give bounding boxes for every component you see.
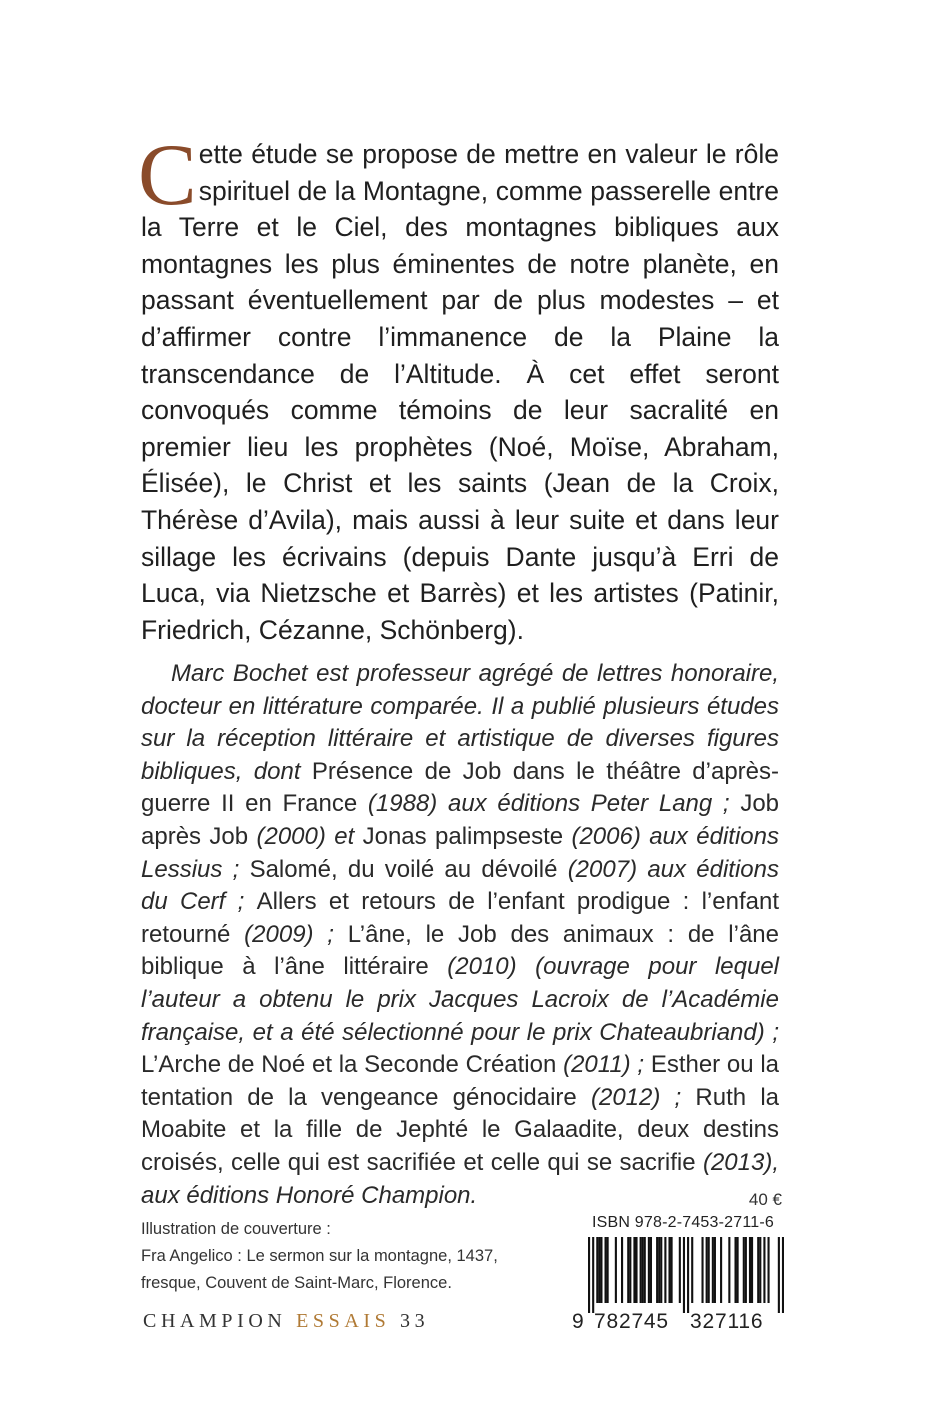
barcode-bar xyxy=(668,1237,670,1303)
barcode-bar xyxy=(650,1237,652,1303)
barcode-bar xyxy=(763,1237,765,1303)
barcode-bar xyxy=(706,1237,708,1303)
isbn-barcode xyxy=(588,1237,784,1313)
barcode-bar xyxy=(743,1237,745,1303)
barcode-bar xyxy=(605,1237,607,1303)
barcode-bar xyxy=(656,1237,658,1303)
barcode-bar xyxy=(767,1237,769,1303)
barcode-bar xyxy=(648,1237,650,1303)
price-label: 40 € xyxy=(748,1190,782,1209)
barcode-bar xyxy=(683,1237,685,1313)
book-title: Esther ou la tentation de la vengeance génocidaire xyxy=(141,1051,780,1111)
book-title: Allers et retours de l’enfant prodigue : l’enfant retourné xyxy=(141,888,779,948)
barcode-bar xyxy=(745,1237,747,1303)
bio-text: (2006) aux éditions Lessius ; xyxy=(141,822,779,883)
blurb-text: ette étude se propose de mettre en valeur le rôle spirituel de la Montagne, comme passerelle entre la Terre et le Ciel, des montagnes bibliques aux montagnes les plus éminentes de notre planète, en passant éventuellement par de plus modestes – et d’affirmer contre l’immanence de la Plaine la transcendance de l’Altitude. À cet effet seront convoqués comme témoins de leur sacralité en premier lieu les prophètes (Noé, Moïse, Abraham, Élisée), le Christ et les saints (Jean de la Croix, Thérèse d’Avila), mais aussi à leur suite et dans leur sillage les écrivains (depuis Dante jusqu’à Erri de Luca, via Nietzsche et Barrès) et les artistes (Patinir, Friedrich, Cézanne, Schönberg). xyxy=(141,139,779,645)
barcode-bar xyxy=(607,1237,609,1303)
bio-text: (2010) (ouvrage pour lequel l’auteur a obtenu le prix Jacques Lacroix de l’Académie française, et a été sélectionné pour le prix Chateaubriand) ; xyxy=(141,953,779,1046)
bio-text: (2000) et xyxy=(248,822,363,850)
barcode-bar xyxy=(658,1237,660,1303)
barcode-bar xyxy=(691,1237,693,1303)
barcode-bar xyxy=(633,1237,635,1303)
credit-line: Fra Angelico : Le sermon sur la montagne, 1437, xyxy=(141,1247,498,1265)
isbn-label: ISBN 978-2-7453-2711-6 xyxy=(592,1214,774,1231)
book-title: L’âne, le Job des animaux : de l’âne biblique à l’âne littéraire xyxy=(141,920,779,981)
barcode-bar xyxy=(712,1237,714,1303)
bio-text: (2011) ; xyxy=(556,1051,651,1079)
barcode-bar xyxy=(598,1237,600,1303)
barcode-left-digits: 782745 xyxy=(594,1310,669,1333)
series-publisher: CHAMPION xyxy=(143,1310,287,1332)
book-title: Ruth la Moabite et la fille de Jephté le Galaadite, deux destins croisés, celle qui est sacrifiée et celle qui se sacrifie xyxy=(141,1083,779,1176)
barcode-bar xyxy=(629,1237,631,1303)
series-number: 33 xyxy=(400,1310,430,1332)
barcode-bar xyxy=(701,1237,703,1303)
series-name xyxy=(143,1310,429,1333)
barcode-bar xyxy=(600,1237,602,1303)
barcode-first-digit: 9 xyxy=(572,1310,584,1333)
barcode-bar xyxy=(728,1237,730,1303)
barcode-bar xyxy=(660,1237,662,1303)
credit-line: Illustration de couverture : xyxy=(141,1220,331,1238)
book-title: Job après Job xyxy=(141,790,780,850)
barcode-bar xyxy=(782,1237,784,1313)
drop-cap: C xyxy=(138,127,197,224)
blurb-paragraph xyxy=(138,127,779,648)
barcode-bar xyxy=(751,1237,753,1303)
barcode-bar xyxy=(734,1237,736,1303)
barcode-bar xyxy=(627,1237,629,1303)
book-title: L’Arche de Noé et la Seconde Création xyxy=(141,1051,557,1079)
barcode-right-digits: 327116 xyxy=(690,1310,764,1333)
barcode-bar xyxy=(778,1237,780,1313)
book-title: Présence de Job dans le théâtre d’après-guerre II en France xyxy=(141,757,780,818)
barcode-bar xyxy=(588,1237,590,1313)
barcode-bar xyxy=(621,1237,623,1303)
barcode-bar xyxy=(720,1237,722,1303)
barcode-bar xyxy=(664,1237,666,1303)
credit-line: fresque, Couvent de Saint-Marc, Florence. xyxy=(141,1274,452,1292)
barcode-bar xyxy=(615,1237,617,1303)
author-bio xyxy=(141,658,779,1212)
book-title: Jonas palimpseste xyxy=(362,822,564,850)
cover-credit xyxy=(141,1216,561,1297)
barcode-bar xyxy=(679,1237,681,1303)
barcode-bar xyxy=(640,1237,642,1303)
barcode-bar xyxy=(592,1237,594,1313)
barcode-bar xyxy=(687,1237,689,1313)
barcode-bar xyxy=(759,1237,761,1303)
bio-text: (2012) ; xyxy=(576,1083,696,1111)
barcode-bar xyxy=(757,1237,759,1303)
barcode-bar xyxy=(642,1237,644,1303)
barcode-bar xyxy=(596,1237,598,1303)
bio-text: (1988) aux éditions Peter Lang ; xyxy=(357,790,741,818)
bio-text: (2007) aux éditions du Cerf ; xyxy=(141,855,779,916)
barcode-bar xyxy=(671,1237,673,1303)
barcode-bar xyxy=(635,1237,637,1303)
bio-text: Marc Bochet est professeur agrégé de lettres honoraire, docteur en littérature comparée. Il a publié plusieurs études sur la réception littéraire et artistique de diverses figures bibliques, dont xyxy=(141,660,779,785)
series-collection: ESSAIS xyxy=(296,1310,391,1332)
bio-text: (2009) ; xyxy=(230,920,348,948)
book-title: Salomé, du voilé au dévoilé xyxy=(249,855,558,883)
bio-text: (2013), aux éditions Honoré Champion. xyxy=(141,1148,779,1209)
barcode-bar xyxy=(749,1237,751,1303)
barcode-bar xyxy=(737,1237,739,1303)
barcode-bar xyxy=(708,1237,710,1303)
barcode-bar xyxy=(644,1237,646,1303)
barcode-bar xyxy=(714,1237,716,1303)
